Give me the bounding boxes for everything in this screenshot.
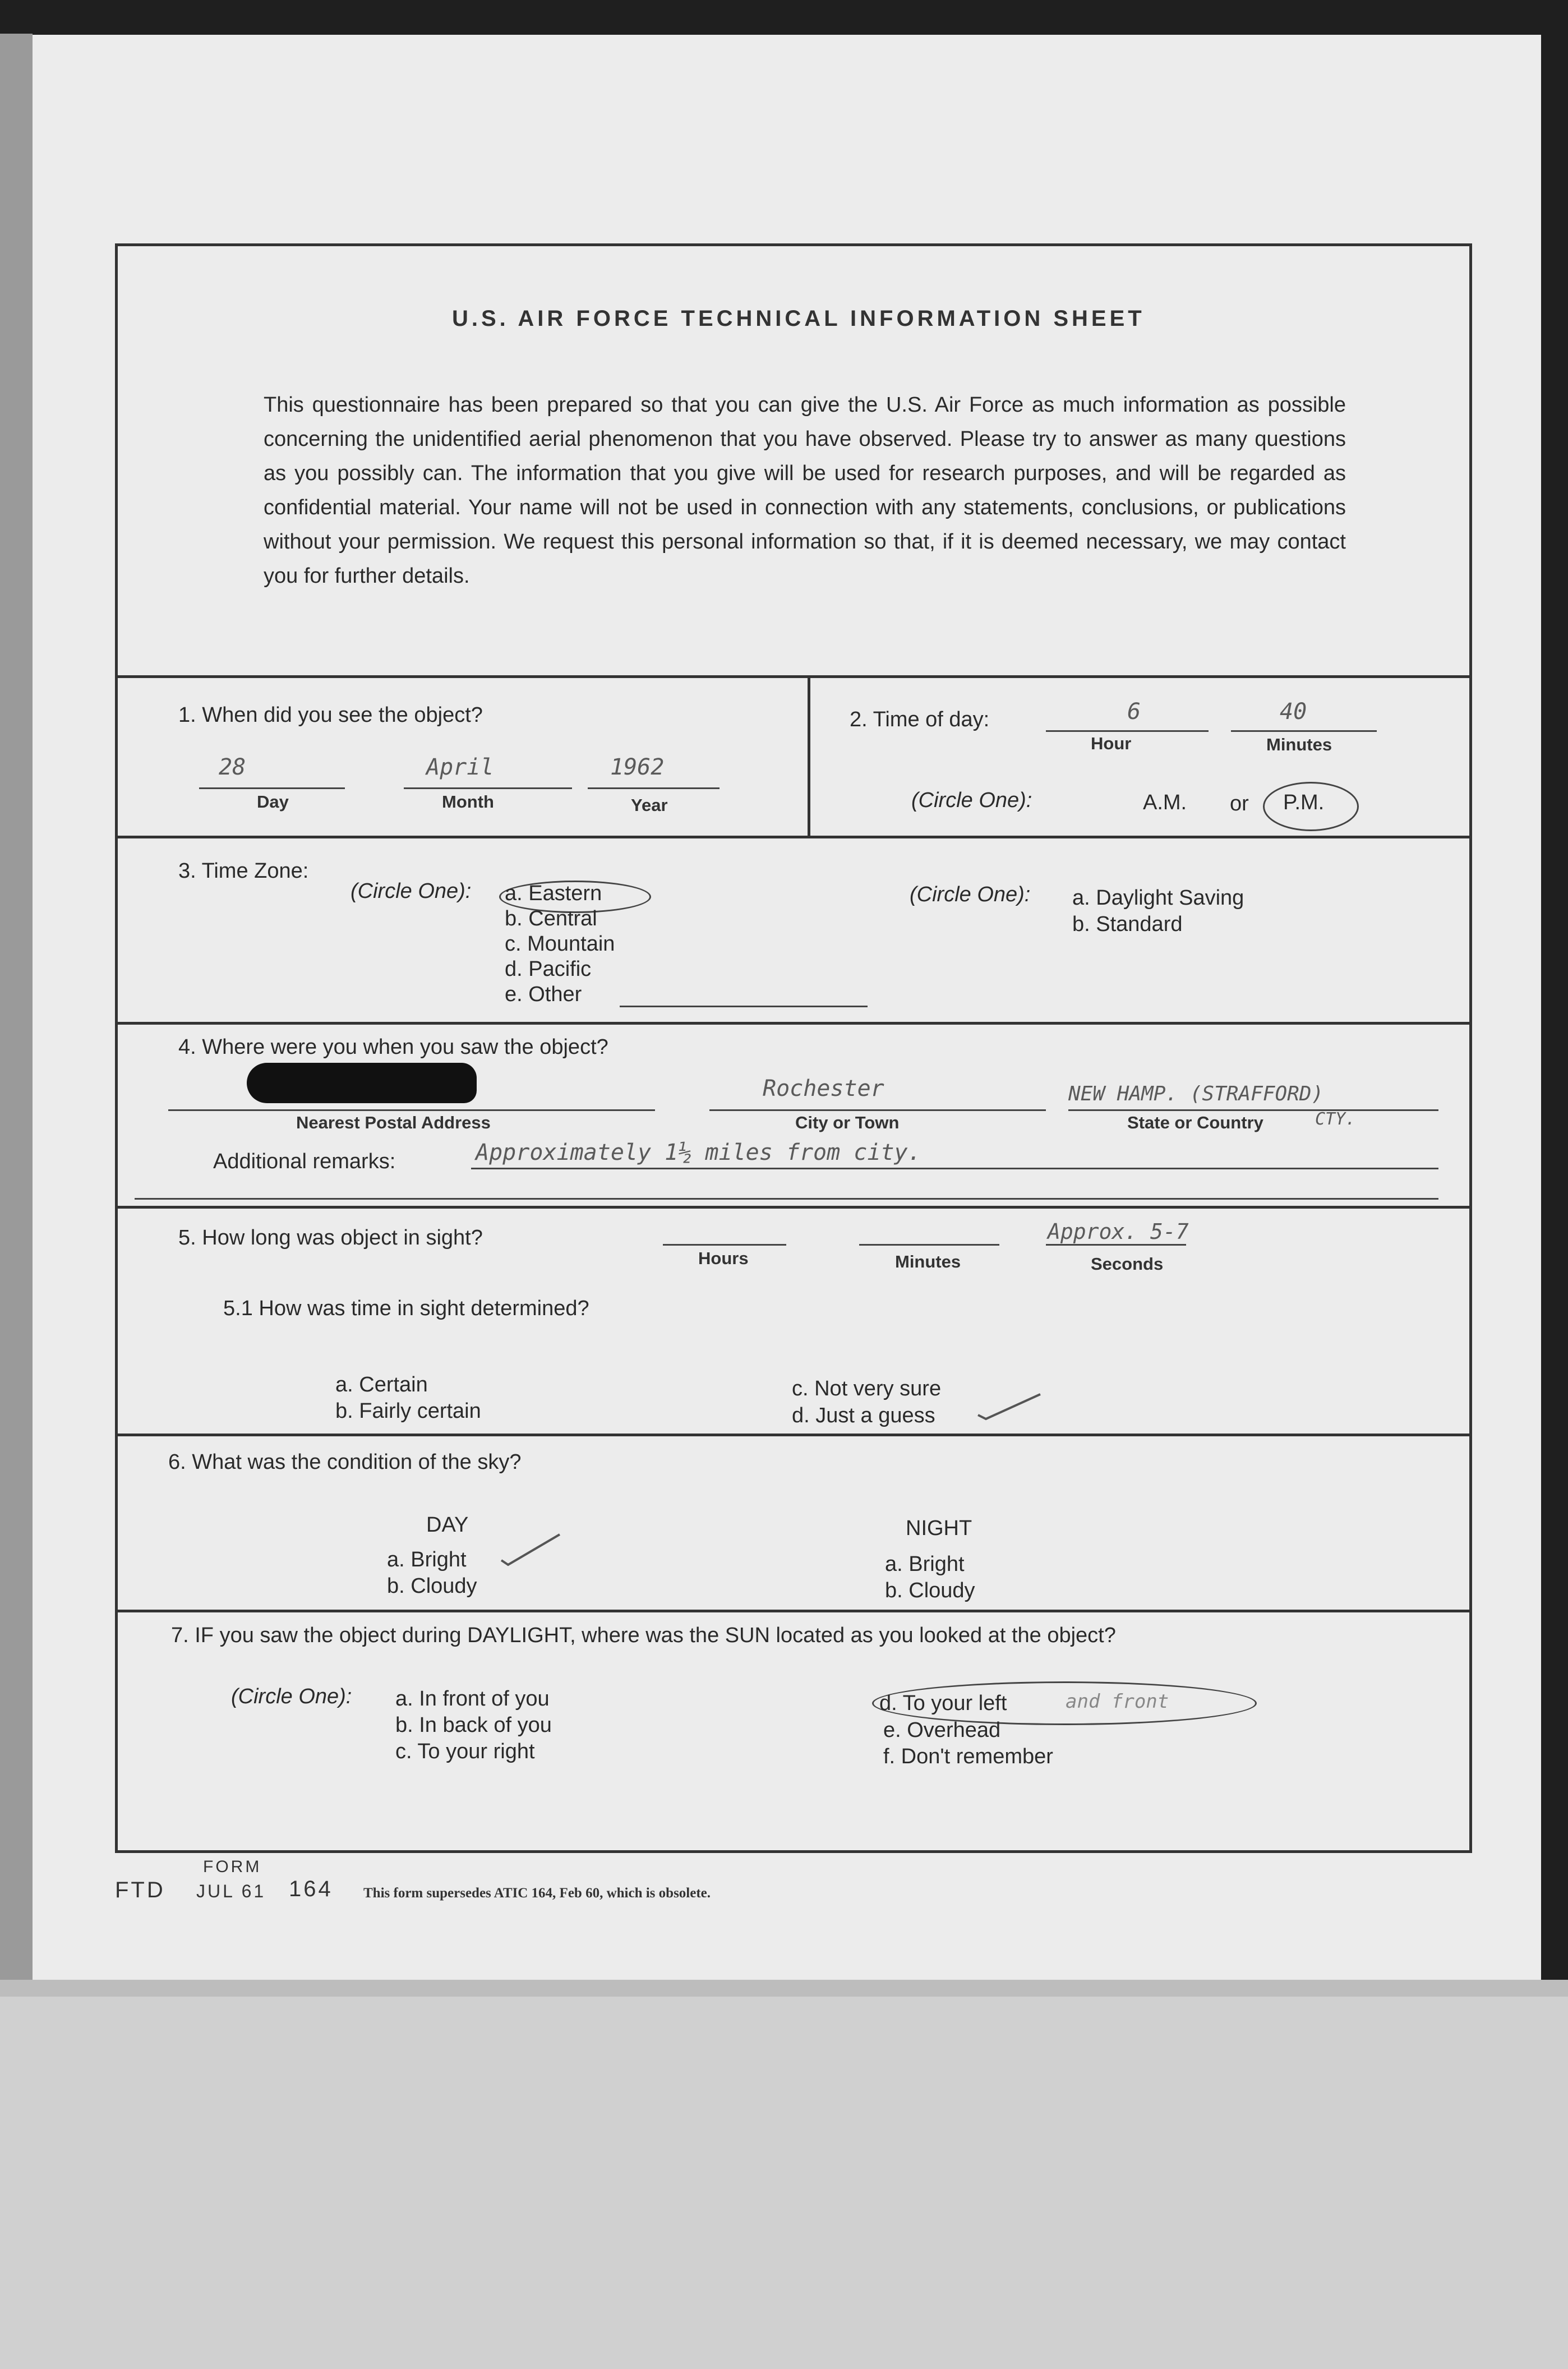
intro-paragraph: This questionnaire has been prepared so that you can give the U.S. Air Force as much information as possible concerning the unidentified aerial phenomenon that you have observed. Please try to answer as many questions as you possibly can. The information that you give will be used for research purposes, and will be regarded as confidential material. Your name will not be used in connection with any statements, conclusions, or publications without your permission. We request this personal information so that, if it is deemed necessary, we may contact you for further details.	[264, 393, 1346, 588]
q2-am: A.M.	[1143, 791, 1187, 814]
q5-hours-label: Hours	[698, 1248, 749, 1268]
q1-year-line	[588, 787, 720, 789]
q1-month-label: Month	[442, 792, 494, 812]
q2-minutes-label: Minutes	[1266, 735, 1332, 754]
scan-background	[0, 1997, 1568, 2369]
q3-question: 3. Time Zone:	[178, 859, 309, 883]
q4-state-label: State or Country	[1127, 1113, 1263, 1132]
q7-circle-label: (Circle One):	[231, 1685, 352, 1708]
q6-night-heading: NIGHT	[906, 1517, 972, 1540]
q4-address-line	[168, 1109, 655, 1111]
q5-option-not-very-sure: c. Not very sure	[792, 1377, 942, 1400]
q3-standard: b. Standard	[1072, 912, 1183, 936]
form-title: U.S. AIR FORCE TECHNICAL INFORMATION SHEET	[452, 306, 1145, 331]
q3-zone-pacific: d. Pacific	[505, 957, 592, 981]
q2-pm: P.M.	[1283, 791, 1325, 814]
q6-day-bright: a. Bright	[387, 1548, 467, 1571]
q5-option-certain: a. Certain	[335, 1373, 428, 1396]
q5-minutes-line	[859, 1244, 999, 1246]
q1-month-line	[404, 787, 572, 789]
q6-night-cloudy: b. Cloudy	[885, 1579, 975, 1602]
q1-day-value: 28	[219, 754, 246, 780]
q3-circle-label-2: (Circle One):	[910, 883, 1031, 906]
q3-zone-central: b. Central	[505, 907, 597, 930]
q6-question: 6. What was the condition of the sky?	[168, 1450, 522, 1474]
q7-overhead: e. Overhead	[883, 1718, 1001, 1742]
scan-edge	[0, 34, 33, 1997]
q2-hour-value: 6	[1127, 699, 1141, 725]
q5-option-fairly-certain: b. Fairly certain	[335, 1399, 481, 1423]
q4-remarks-line	[471, 1168, 1438, 1169]
guess-check-mark	[976, 1390, 1043, 1423]
q2-minutes-value: 40	[1280, 699, 1307, 725]
footer-note: This form supersedes ATIC 164, Feb 60, which is obsolete.	[363, 1886, 711, 1901]
q4-remarks-label: Additional remarks:	[213, 1150, 396, 1173]
q4-city-line	[709, 1109, 1046, 1111]
q5-seconds-label: Seconds	[1091, 1254, 1164, 1274]
q2-hour-line	[1046, 730, 1209, 732]
q4-remarks-value: Approximately 1½ miles from city.	[476, 1140, 921, 1165]
bright-check-mark	[499, 1531, 566, 1570]
q5-question: 5. How long was object in sight?	[178, 1226, 483, 1250]
q4-address-label: Nearest Postal Address	[296, 1113, 491, 1132]
q1-day-line	[199, 787, 345, 789]
q1-day-label: Day	[257, 792, 289, 812]
q4-state-note: CTY.	[1315, 1109, 1356, 1129]
divider	[115, 836, 1472, 838]
q7-in-front: a. In front of you	[395, 1687, 550, 1711]
q2-minutes-line	[1231, 730, 1377, 732]
q3-zone-eastern: a. Eastern	[505, 882, 602, 905]
q5-seconds-line	[1046, 1244, 1186, 1246]
q6-day-cloudy: b. Cloudy	[387, 1574, 477, 1598]
q3-circle-label: (Circle One):	[351, 879, 472, 903]
q3-zone-mountain: c. Mountain	[505, 932, 615, 956]
q4-question: 4. Where were you when you saw the object?	[178, 1035, 608, 1059]
divider	[115, 675, 1472, 678]
q1-year-label: Year	[631, 795, 668, 815]
divider	[115, 1022, 1472, 1025]
footer-number: 164	[289, 1877, 333, 1901]
q6-day-heading: DAY	[426, 1513, 469, 1537]
q1-question: 1. When did you see the object?	[178, 703, 483, 727]
q7-in-back: b. In back of you	[395, 1713, 552, 1737]
redacted-address	[247, 1063, 477, 1103]
column-divider	[808, 675, 810, 837]
q2-or: or	[1230, 792, 1249, 815]
q6-night-bright: a. Bright	[885, 1552, 965, 1576]
q3-daylight-saving: a. Daylight Saving	[1072, 886, 1244, 910]
q5-hours-line	[663, 1244, 786, 1246]
q7-question: 7. IF you saw the object during DAYLIGHT, where was the SUN located as you looked at the object?	[171, 1624, 1116, 1647]
divider	[115, 1434, 1472, 1436]
q4-state-line	[1068, 1109, 1438, 1111]
q5-minutes-label: Minutes	[895, 1252, 961, 1271]
divider	[115, 1206, 1472, 1209]
q4-city-value: Rochester	[763, 1076, 884, 1101]
q2-question: 2. Time of day:	[850, 708, 990, 731]
footer-date: JUL 61	[196, 1881, 266, 1901]
q5-option-just-a-guess: d. Just a guess	[792, 1404, 935, 1427]
q2-circle-label: (Circle One):	[911, 789, 1032, 812]
q7-to-left: d. To your left	[879, 1692, 1007, 1715]
q2-hour-label: Hour	[1091, 734, 1132, 753]
q1-year-value: 1962	[610, 754, 665, 780]
q5-sub-question: 5.1 How was time in sight determined?	[223, 1297, 589, 1320]
q7-handwritten-addition: and front	[1066, 1690, 1169, 1713]
q5-seconds-value: Approx. 5-7	[1048, 1219, 1189, 1244]
divider	[115, 1610, 1472, 1612]
q4-state-value: NEW HAMP. (STRAFFORD)	[1068, 1082, 1324, 1105]
q4-remarks-line-2	[135, 1198, 1438, 1200]
q7-dont-remember: f. Don't remember	[883, 1745, 1053, 1768]
footer-form-word: FORM	[203, 1858, 262, 1876]
q4-city-label: City or Town	[795, 1113, 900, 1132]
q7-to-right: c. To your right	[395, 1740, 535, 1763]
footer-ftd: FTD	[115, 1878, 165, 1902]
q1-month-value: April	[426, 754, 494, 780]
q3-other-line	[620, 1006, 868, 1007]
q3-zone-other: e. Other	[505, 983, 582, 1006]
